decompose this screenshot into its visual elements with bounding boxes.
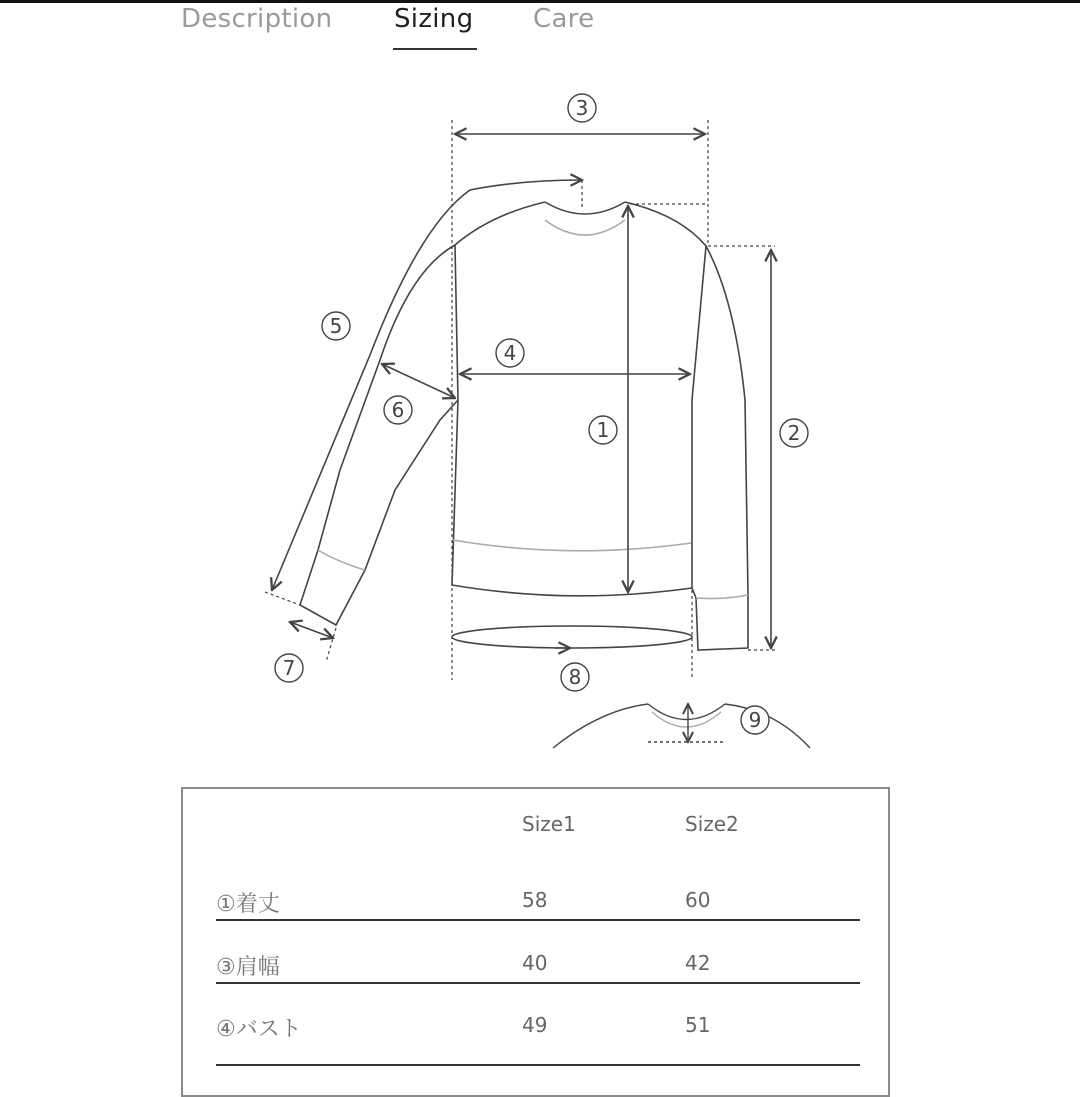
tab-bar bbox=[0, 0, 1080, 60]
marker-9 bbox=[741, 706, 769, 734]
marker-4 bbox=[496, 339, 524, 367]
svg-text:8: 8 bbox=[568, 665, 582, 689]
marker-7 bbox=[275, 654, 303, 682]
tab-sizing[interactable]: Sizing bbox=[394, 4, 474, 34]
marker-1 bbox=[589, 416, 617, 444]
sweater-measurement-diagram bbox=[0, 60, 1080, 770]
marker-5 bbox=[322, 312, 350, 340]
cell-length-size1: 58 bbox=[522, 888, 548, 912]
svg-text:7: 7 bbox=[282, 656, 296, 680]
svg-text:2: 2 bbox=[787, 421, 801, 445]
tab-care[interactable]: Care bbox=[533, 4, 595, 34]
row-label-bust: ④バスト bbox=[216, 1017, 302, 1042]
svg-text:4: 4 bbox=[503, 341, 517, 365]
tab-description[interactable]: Description bbox=[181, 4, 333, 34]
number-markers bbox=[275, 94, 808, 734]
header-size2: Size2 bbox=[685, 812, 739, 836]
marker-3 bbox=[568, 94, 596, 122]
row-label-shoulder: ③肩幅 bbox=[216, 955, 280, 980]
cell-bust-size1: 49 bbox=[522, 1013, 548, 1037]
svg-text:9: 9 bbox=[748, 708, 762, 732]
measurement-arrows bbox=[272, 134, 771, 648]
svg-text:3: 3 bbox=[575, 96, 589, 120]
neck-detail bbox=[553, 704, 810, 748]
active-tab-underline bbox=[393, 48, 477, 50]
svg-text:6: 6 bbox=[391, 398, 405, 422]
cell-shoulder-size1: 40 bbox=[522, 951, 548, 975]
cell-length-size2: 60 bbox=[685, 888, 711, 912]
svg-text:1: 1 bbox=[596, 418, 610, 442]
svg-text:5: 5 bbox=[329, 314, 343, 338]
marker-8 bbox=[561, 663, 589, 691]
cell-shoulder-size2: 42 bbox=[685, 951, 711, 975]
row-divider bbox=[216, 919, 860, 921]
cell-bust-size2: 51 bbox=[685, 1013, 711, 1037]
row-label-length: ①着丈 bbox=[216, 892, 280, 917]
measurement-guides bbox=[265, 120, 775, 680]
header-size1: Size1 bbox=[522, 812, 576, 836]
marker-6 bbox=[384, 396, 412, 424]
row-divider bbox=[216, 982, 860, 984]
sweater-outline bbox=[300, 202, 748, 650]
marker-2 bbox=[780, 419, 808, 447]
row-divider bbox=[216, 1064, 860, 1066]
